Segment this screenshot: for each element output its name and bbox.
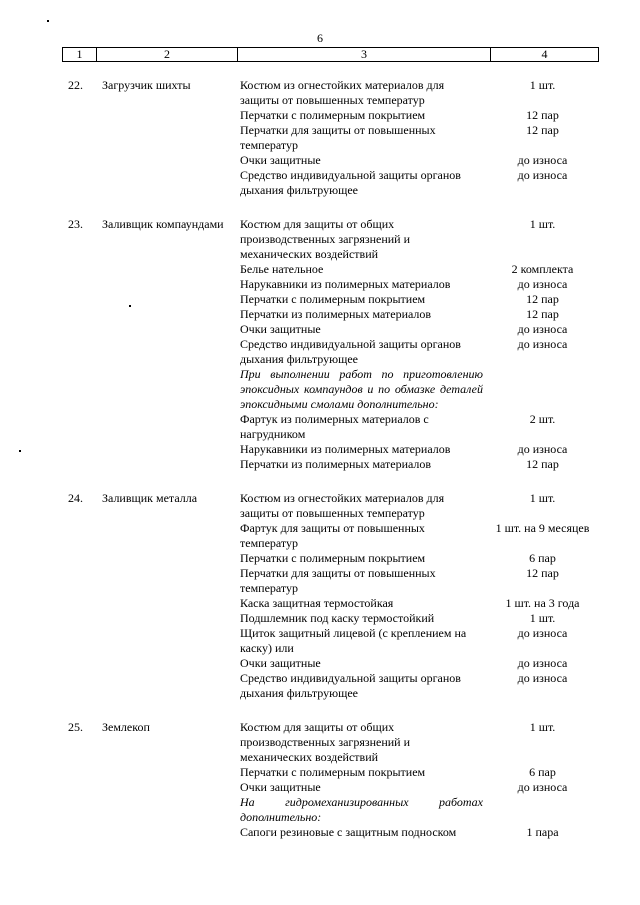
ppe-item [240, 780, 600, 795]
ppe-item-name: Щиток защитный лицевой (с креплением на каску) или [240, 626, 467, 655]
ppe-item [240, 123, 600, 153]
ppe-item-name: Каска защитная термостойкая [240, 596, 394, 610]
profession-name: Заливщик компаундами [102, 217, 224, 231]
ppe-item-name: Нарукавники из полимерных материалов [240, 277, 451, 291]
ppe-item [240, 457, 600, 472]
ppe-item-name: Фартук из полимерных материалов с нагрудником [240, 412, 429, 441]
column-header-table [62, 47, 599, 62]
ppe-item-name: Очки защитные [240, 780, 321, 794]
item-note: На гидромеханизированных работах дополнительно: [240, 795, 483, 824]
ppe-items [240, 720, 600, 840]
ppe-item-name: Перчатки с полимерным покрытием [240, 292, 426, 306]
ppe-item-quantity: до износа [517, 626, 568, 640]
ppe-item-name: Перчатки с полимерным покрытием [240, 551, 426, 565]
ppe-item-quantity: 1 шт. на 3 года [505, 596, 580, 610]
ppe-item-quantity: 12 пар [526, 123, 559, 137]
ppe-item-name: Костюм для защиты от общих производственных загрязнений и механических воздействий [240, 217, 411, 261]
ppe-item [240, 108, 600, 123]
ppe-item-name: Перчатки для защиты от повышенных температур [240, 123, 436, 152]
ppe-item [240, 307, 600, 322]
ppe-item [240, 322, 600, 337]
profession-name: Землекоп [102, 720, 150, 734]
ppe-item-quantity: 6 пар [529, 765, 556, 779]
ppe-item-quantity: 6 пар [529, 551, 556, 565]
row-number: 25. [68, 720, 83, 734]
row-number: 24. [68, 491, 83, 505]
ppe-item-name: Средство индивидуальной защиты органов дыхания фильтрующее [240, 168, 461, 197]
profession-name: Загрузчик шихты [102, 78, 191, 92]
ppe-item-name: Белье нательное [240, 262, 324, 276]
ppe-item-quantity: 12 пар [526, 108, 559, 122]
ppe-item-quantity: 1 шт. [529, 78, 556, 92]
ppe-item-name: Костюм для защиты от общих производственных загрязнений и механических воздействий [240, 720, 411, 764]
ppe-item-name: Перчатки из полимерных материалов [240, 307, 432, 321]
column-header-4: 4 [491, 48, 599, 62]
ppe-item-name: Очки защитные [240, 656, 321, 670]
profession-row [0, 78, 640, 198]
profession-row [0, 217, 640, 472]
column-header-2: 2 [97, 48, 238, 62]
ppe-item-name: Фартук для защиты от повышенных температур [240, 521, 425, 550]
ppe-item [240, 596, 600, 611]
ppe-items [240, 78, 600, 198]
ppe-item-name: Сапоги резиновые с защитным подноском [240, 825, 457, 839]
ppe-item-quantity: 1 шт. [529, 611, 556, 625]
ppe-item-name: Средство индивидуальной защиты органов дыхания фильтрующее [240, 671, 461, 700]
ppe-item-quantity: до износа [517, 671, 568, 685]
ppe-item [240, 765, 600, 780]
ppe-item-name: Перчатки с полимерным покрытием [240, 765, 426, 779]
ppe-item-quantity: до износа [517, 168, 568, 182]
ppe-item [240, 262, 600, 277]
ppe-item-name: Перчатки из полимерных материалов [240, 457, 432, 471]
ppe-item-quantity: до износа [517, 442, 568, 456]
ppe-item-quantity: 12 пар [526, 292, 559, 306]
ppe-item [240, 626, 600, 656]
ppe-item-quantity: 2 комплекта [511, 262, 574, 276]
profession-list [0, 78, 640, 840]
ppe-item-name: Подшлемник под каску термостойкий [240, 611, 435, 625]
ppe-item [240, 217, 600, 262]
ppe-item-quantity: 1 шт. [529, 720, 556, 734]
ppe-item [240, 78, 600, 108]
ppe-item-quantity: 1 шт. на 9 месяцев [495, 521, 590, 535]
ppe-item-quantity: до износа [517, 780, 568, 794]
ppe-item-name: Костюм из огнестойких материалов для защиты от повышенных температур [240, 78, 445, 107]
ppe-item [240, 656, 600, 671]
ppe-item-name: Перчатки с полимерным покрытием [240, 108, 426, 122]
ppe-item [240, 277, 600, 292]
ppe-item-quantity: до износа [517, 337, 568, 351]
ppe-item-quantity: 12 пар [526, 307, 559, 321]
profession-row [0, 491, 640, 701]
ppe-item-name: Костюм из огнестойких материалов для защиты от повышенных температур [240, 491, 445, 520]
ppe-item-name: Очки защитные [240, 322, 321, 336]
ppe-item [240, 412, 600, 442]
profession-name: Заливщик металла [102, 491, 198, 505]
ppe-item-quantity: 12 пар [526, 566, 559, 580]
column-header-3: 3 [238, 48, 491, 62]
ppe-item [240, 521, 600, 551]
ppe-item [240, 566, 600, 596]
ppe-item [240, 491, 600, 521]
ppe-item-quantity: 1 пара [526, 825, 559, 839]
row-number: 22. [68, 78, 83, 92]
ppe-item [240, 292, 600, 307]
column-header-1: 1 [63, 48, 97, 62]
row-number: 23. [68, 217, 83, 231]
ppe-item-name: Очки защитные [240, 153, 321, 167]
ppe-items [240, 491, 600, 701]
ppe-item [240, 720, 600, 765]
ppe-item [240, 168, 600, 198]
ppe-item-quantity: 12 пар [526, 457, 559, 471]
ppe-item-name: Перчатки для защиты от повышенных температур [240, 566, 436, 595]
ppe-item [240, 337, 600, 367]
ppe-item [240, 611, 600, 626]
ppe-item [240, 825, 600, 840]
ppe-item-quantity: 1 шт. [529, 491, 556, 505]
profession-row [0, 720, 640, 840]
ppe-item-quantity: до износа [517, 153, 568, 167]
ppe-item-quantity: 1 шт. [529, 217, 556, 231]
ppe-item-quantity: до износа [517, 656, 568, 670]
ppe-item-name: Средство индивидуальной защиты органов дыхания фильтрующее [240, 337, 461, 366]
ppe-item-name: Нарукавники из полимерных материалов [240, 442, 451, 456]
page-number: 6 [317, 31, 323, 45]
ppe-items [240, 217, 600, 472]
item-note: При выполнении работ по приготовлению эпоксидных компаундов и по обмазке деталей эпоксидными смолами дополнительно: [240, 367, 483, 411]
ppe-item [240, 153, 600, 168]
scan-mark [47, 20, 49, 22]
ppe-item [240, 671, 600, 701]
ppe-item-quantity: до износа [517, 277, 568, 291]
ppe-item [240, 551, 600, 566]
ppe-item-quantity: 2 шт. [529, 412, 556, 426]
ppe-item-quantity: до износа [517, 322, 568, 336]
ppe-item [240, 442, 600, 457]
column-header-row [63, 48, 599, 62]
